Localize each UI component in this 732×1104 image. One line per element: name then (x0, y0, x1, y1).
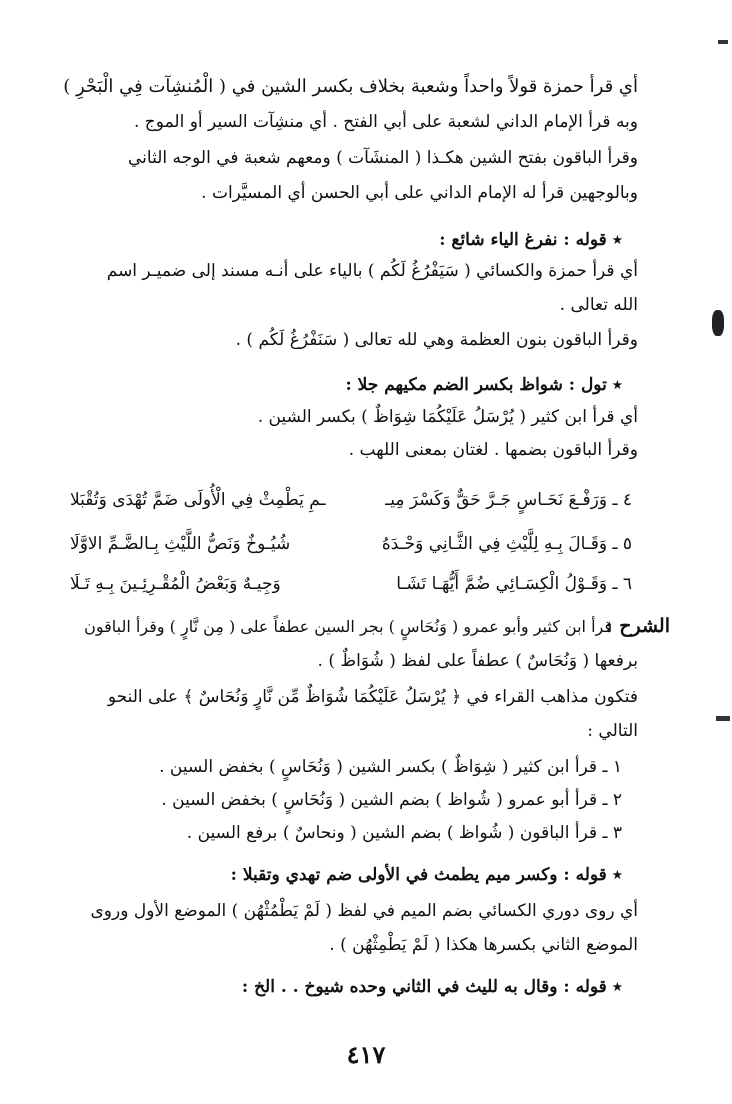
text-line: وبالوجهين قرأ له الإمام الداني على أبي الحسن أي المسيَّرات . (201, 183, 638, 203)
text-line: الله تعالى . (559, 295, 638, 315)
text-line: برفعها ( وَنُحَاسٌ ) عطفاً على لفظ ( شُوَاظٌ ) . (317, 651, 638, 671)
section-heading: ٭ قوله : وقال به لليث في الثاني وحده شيوخ . . الخ : (241, 977, 622, 997)
verse-first-half: ٥ ـ وَقَـالَ بِـهِ لِلَّيْثِ فِي الثَّـانِي وَحْـدَهُ (381, 534, 632, 554)
text-line: وقرأ الباقون بفتح الشين هكـذا ( المنشَآت ) ومعهم شعبة في الوجه الثاني (128, 148, 638, 168)
list-item: ٣ ـ قرأ الباقون ( شُواظ ) بضم الشين ( ونحاسٌ ) برفع السين . (186, 823, 622, 843)
text-line: أي روى دوري الكسائي بضم الميم في لفظ ( لَمْ يَطْمُثْهُن ) الموضع الأول وروى (90, 901, 638, 921)
text-line: وقرأ الباقون بنون العظمة وهي لله تعالى ( سَنَفْرُغُ لَكُم ) . (235, 330, 638, 350)
sharh-label: الشرح : (605, 615, 670, 637)
text-line: قرأ ابن كثير وأبو عمرو ( وَنُحَاسٍ ) بجر السين عطفاً على ( مِن نَّارٍ ) وقرأ الباقون (84, 617, 612, 636)
verse-second-half: ـمِ يَطْمِثْ فِي الْأُولَى ضَمَّ تُهْدَى وَتُقْبَلا (70, 490, 326, 510)
text-line: أي قرأ ابن كثير ( يُرْسَلُ عَلَيْكُمَا شِوَاظٌ ) بكسر الشين . (257, 407, 638, 427)
list-item: ١ ـ قرأ ابن كثير ( شِوَاظٌ ) بكسر الشين ( وَنُحَاسٍ ) بخفض السين . (159, 757, 622, 777)
text-line: الموضع الثاني بكسرها هكذا ( لَمْ يَطْمِثْهُن ) . (329, 935, 638, 955)
section-heading: ٭ تول : شواظ بكسر الضم مكيهم جلا : (345, 375, 622, 395)
text-line: وقرأ الباقون بضمها . لغتان بمعنى اللهب . (348, 440, 638, 460)
list-item: ٢ ـ قرأ أبو عمرو ( شُواظ ) بضم الشين ( وَنُحَاسٍ ) بخفض السين . (161, 790, 622, 810)
section-heading: ٭ قوله : نفرغ الياء شائع : (439, 230, 622, 250)
verse-first-half: ٦ ـ وَقَـوْلُ الْكِسَـائِي ضُمَّ أَيُّهَـا تَشَـا (396, 574, 632, 594)
verse-first-half: ٤ ـ وَرَفْـعَ نَحَـاسٍ جَـرَّ حَقٌّ وَكَسْرَ مِيـ (385, 490, 632, 510)
text-line: وبه قرأ الإمام الداني لشعبة على أبي الفتح . أي منشِآت السير أو الموج . (134, 112, 638, 132)
text-line: أي قرأ حمزة قولاً واحداً وشعبة بخلاف بكسر الشين في ( الْمُنشِآت فِي الْبَحْرِ ) (63, 76, 638, 97)
scan-mark-icon (712, 310, 724, 336)
text-line: فتكون مذاهب القراء في ﴿ يُرْسَلُ عَلَيْكُمَا شُوَاظٌ مِّن نَّارٍ وَنُحَاسٌ ﴾ على النحو (107, 687, 638, 707)
verse-second-half: شُيُـوخٌ وَنَصُّ اللَّيْثِ بِـالضَّـمِّ الاوَّلَا (70, 534, 291, 554)
text-line: أي قرأ حمزة والكسائي ( سَيَفْرُغُ لَكُم ) بالياء على أنـه مسند إلى ضميـر اسم (106, 261, 638, 281)
verse-second-half: وَجِيـهٌ وَبَعْضُ الْمُقْـرِئِـينَ بِـهِ تَـلَا (70, 574, 281, 594)
scan-mark-icon (718, 40, 728, 44)
text-line: التالي : (587, 721, 638, 741)
section-heading: ٭ قوله : وكسر ميم يطمث في الأولى ضم تهدي وتقبلا : (230, 865, 622, 885)
page-number: ٤١٧ (346, 1040, 386, 1069)
scan-mark-icon (716, 716, 730, 721)
